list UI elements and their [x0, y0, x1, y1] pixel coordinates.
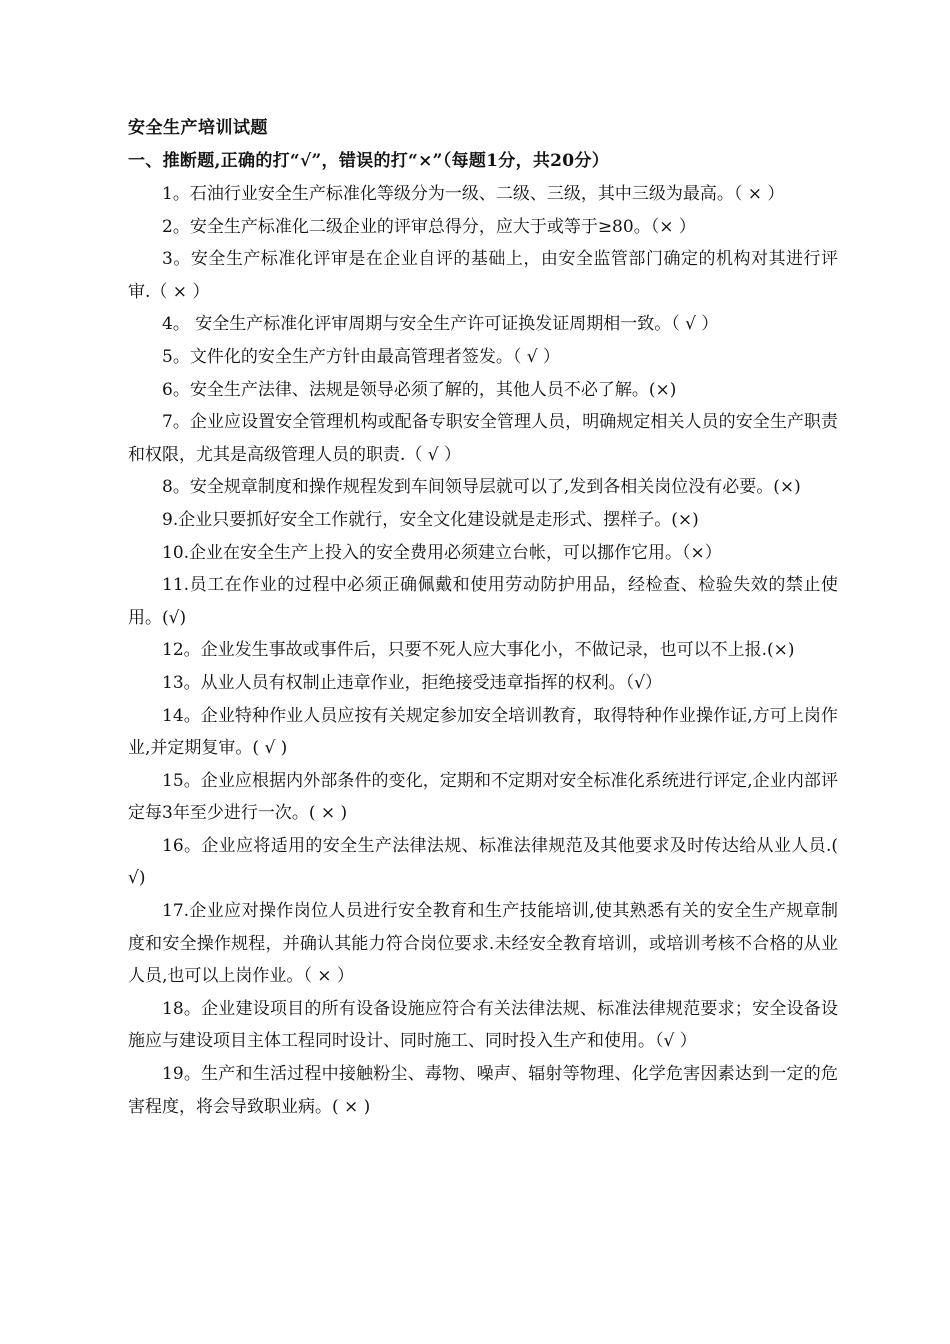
question-item: 13。从业人员有权制止违章作业，拒绝接受违章指挥的权利。（√）	[162, 672, 662, 693]
question-item: 16。企业应将适用的安全生产法律法规、标准法律规范及其他要求及时传达给从业人员.( √)	[128, 835, 838, 889]
question-item: 12。企业发生事故或事件后，只要不死人应大事化小，不做记录，也可以不上报.(×)	[162, 640, 795, 661]
question-item: 1。石油行业安全生产标准化等级分为一级、二级、三级，其中三级为最高。（ × ）	[162, 184, 785, 204]
question-item: 18。企业建设项目的所有设备设施应符合有关法律法规、标准法律规范要求；安全设备设施应与建设项目主体工程同时设计、同时施工、同时投入生产和使用。（√ ）	[128, 998, 838, 1052]
question-item: 19。生产和生活过程中接触粉尘、毒物、噪声、辐射等物理、化学危害因素达到一定的危害程度，将会导致职业病。( × )	[128, 1064, 838, 1117]
question-item: 14。企业特种作业人员应按有关规定参加安全培训教育，取得特种作业操作证,方可上岗作业,并定期复审。( √ )	[128, 705, 838, 759]
question-item: 17.企业应对操作岗位人员进行安全教育和生产技能培训,使其熟悉有关的安全生产规章制度和安全操作规程，并确认其能力符合岗位要求.未经安全教育培训，或培训考核不合格的从业人员,也可以上岗作业。（ × ）	[128, 901, 838, 987]
question-item: 15。企业应根据内外部条件的变化，定期和不定期对安全标准化系统进行评定,企业内部评定每3年至少进行一次。( × )	[128, 770, 838, 824]
document-title: 安全生产培训试题	[128, 118, 268, 138]
question-item: 4。 安全生产标准化评审周期与安全生产许可证换发证周期相一致。（ √ ）	[162, 314, 719, 335]
question-item: 11.员工在作业的过程中必须正确佩戴和使用劳动防护用品，经检查、检验失效的禁止使用。(√)	[128, 575, 838, 628]
question-item: 6。安全生产法律、法规是领导必须了解的，其他人员不必了解。(×)	[162, 379, 677, 400]
question-item: 8。安全规章制度和操作规程发到车间领导层就可以了,发到各相关岗位没有必要。(×)	[162, 477, 801, 498]
question-list	[128, 178, 838, 1123]
section-heading: 一、推断题,正确的打“√”，错误的打“×”（每题1分，共20分）	[128, 151, 610, 171]
question-item: 3。安全生产标准化评审是在企业自评的基础上，由安全监管部门确定的机构对其进行评审.（ × ）	[128, 249, 838, 302]
question-item: 10.企业在安全生产上投入的安全费用必须建立台帐，可以挪作它用。（×）	[162, 542, 722, 563]
question-item: 2。安全生产标准化二级企业的评审总得分，应大于或等于≥80。（× ）	[162, 216, 696, 237]
question-item: 5。文件化的安全生产方针由最高管理者签发。（ √ ）	[162, 346, 560, 367]
question-item: 7。企业应设置安全管理机构或配备专职安全管理人员，明确规定相关人员的安全生产职责和权限，尤其是高级管理人员的职责.（ √ ）	[128, 412, 838, 465]
question-item: 9.企业只要抓好安全工作就行，安全文化建设就是走形式、摆样子。(×)	[162, 509, 699, 530]
